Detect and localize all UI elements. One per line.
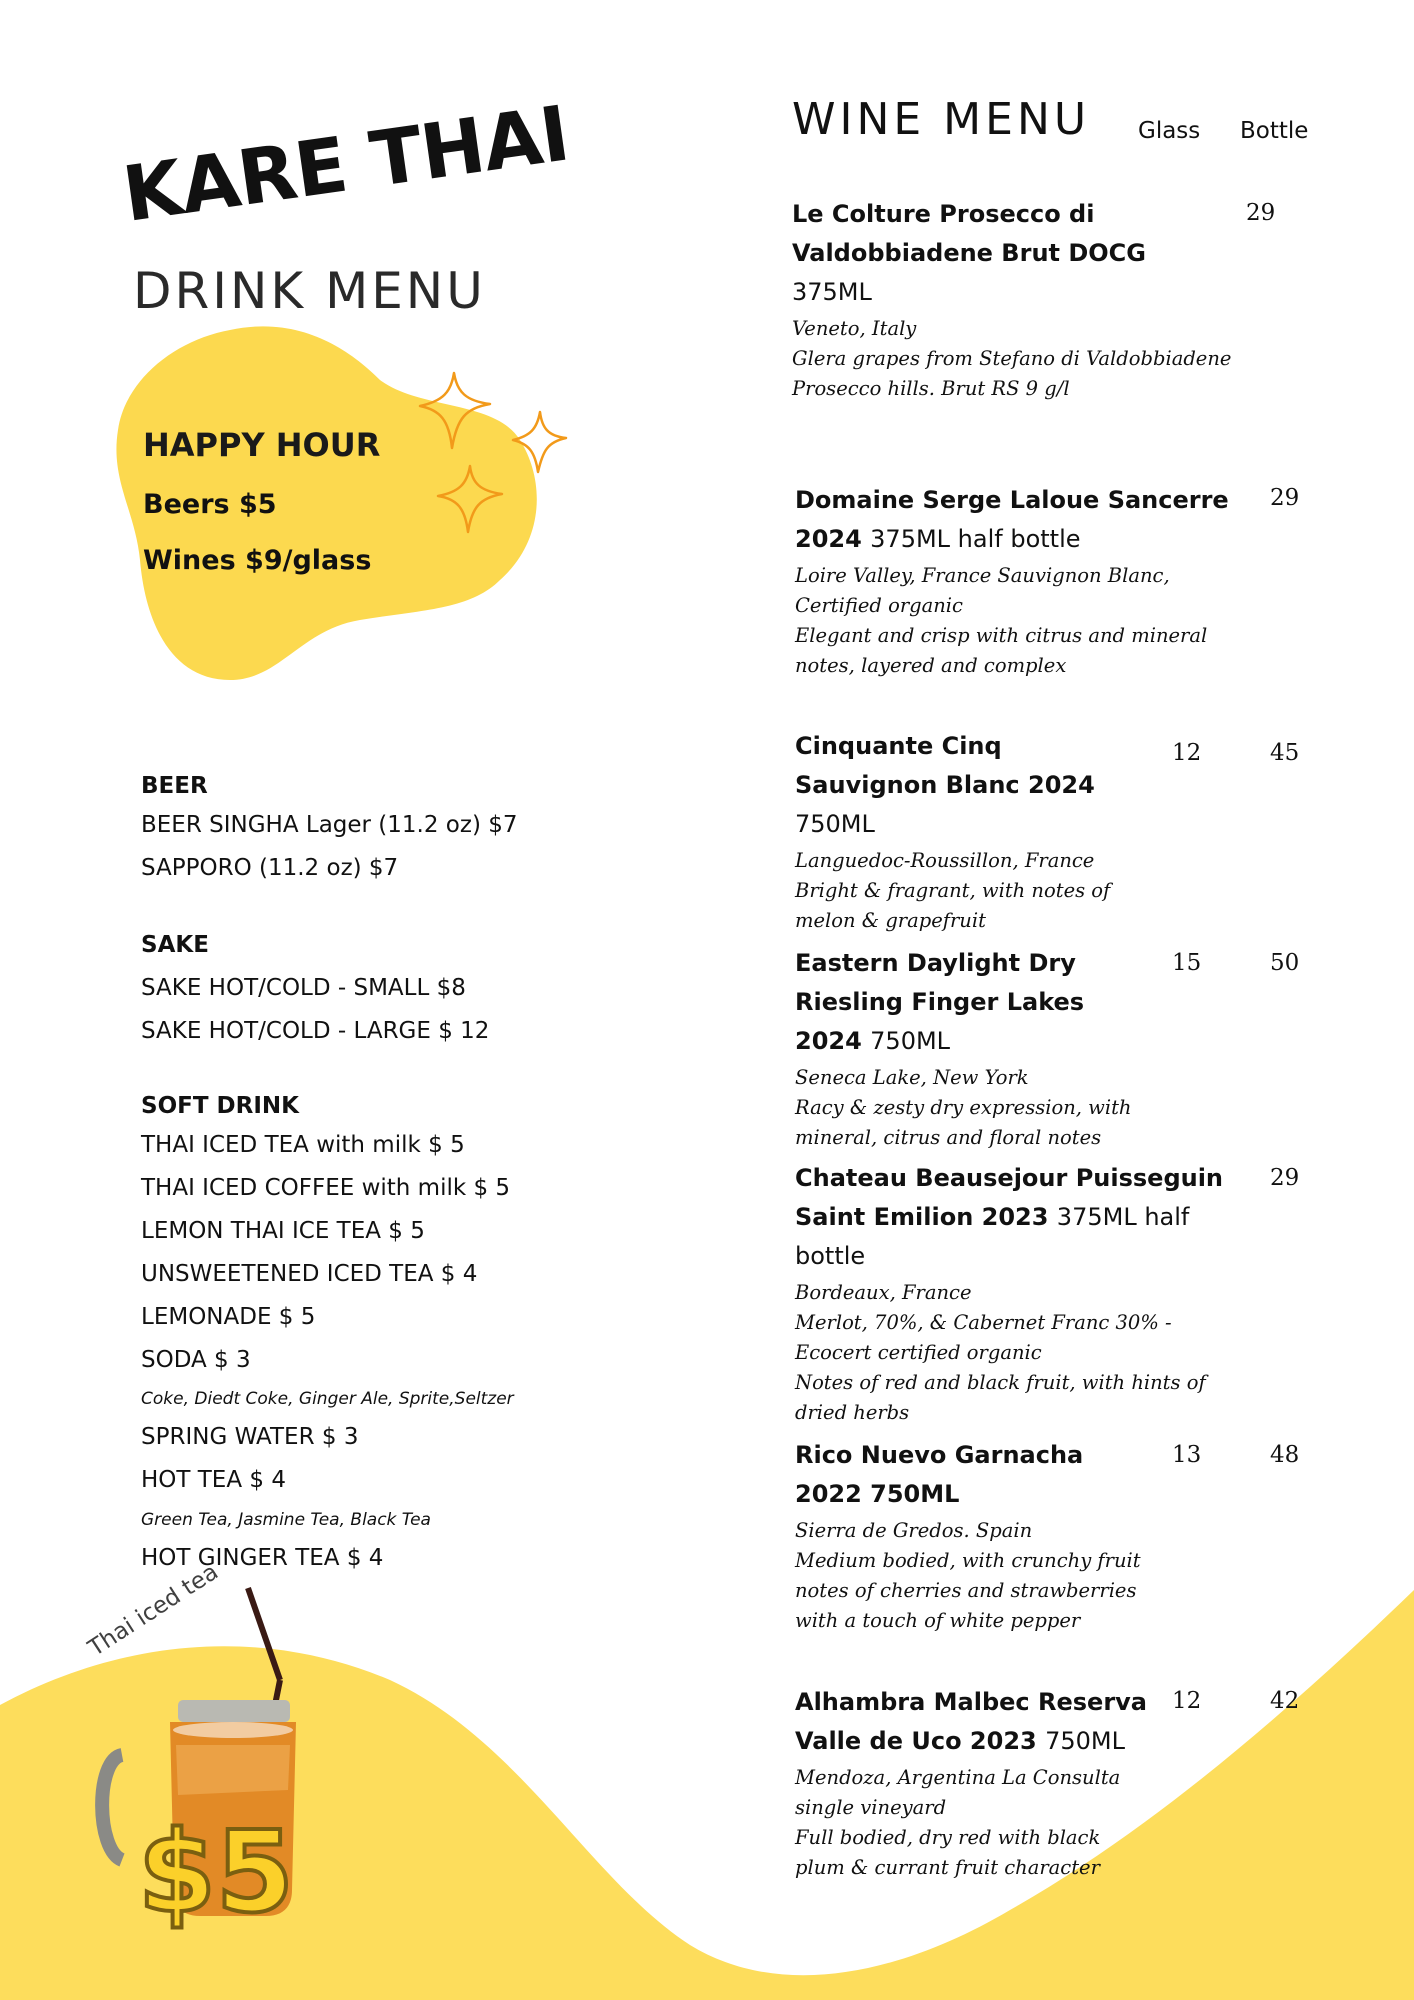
glass-price: 12 [1172, 1688, 1202, 1714]
soft-drink-section-title: SOFT DRINK [141, 1093, 299, 1119]
wine-entry [792, 195, 1232, 404]
glass-price: 12 [1172, 740, 1202, 766]
drink-item: HOT TEA $ 4 [141, 1467, 286, 1493]
bottle-column-header: Bottle [1240, 118, 1309, 144]
drink-item: SPRING WATER $ 3 [141, 1424, 359, 1450]
sake-section-title: SAKE [141, 932, 209, 958]
drink-item: SAKE HOT/COLD - SMALL $8 [141, 975, 466, 1001]
happy-hour-title: HAPPY HOUR [143, 426, 381, 464]
drink-item: LEMON THAI ICE TEA $ 5 [141, 1218, 425, 1244]
drink-item: THAI ICED COFFEE with milk $ 5 [141, 1175, 511, 1201]
wine-description: Veneto, Italy Glera grapes from Stefano di Valdobbiadene Prosecco hills. Brut RS 9 g/l [792, 317, 1232, 400]
wine-name: Le Colture Prosecco di Valdobbiadene Brut DOCG 375ML [792, 200, 1146, 306]
wine-menu-title: WINE MENU [792, 94, 1091, 145]
wine-size: 750ML [795, 810, 875, 838]
wine-entry [795, 481, 1235, 681]
wine-description: Languedoc-Roussillon, France Bright & fragrant, with notes of melon & grapefruit [795, 849, 1111, 932]
bottle-price: 29 [1270, 1165, 1300, 1191]
wine-description: Bordeaux, France Merlot, 70%, & Cabernet Franc 30% - Ecocert certified organic Notes of red and black fruit, with hints of dried herbs [795, 1281, 1206, 1424]
glass-price: 15 [1172, 950, 1202, 976]
happy-hour-item: Wines $9/glass [143, 545, 372, 576]
wine-name: Chateau Beausejour Puisseguin Saint Emilion 2023 375ML half bottle [795, 1164, 1224, 1270]
drink-item: UNSWEETENED ICED TEA $ 4 [141, 1261, 478, 1287]
wine-entry [795, 944, 1145, 1153]
wine-name: Domaine Serge Laloue Sancerre 2024 375ML half bottle [795, 486, 1229, 553]
bottle-price: 45 [1270, 740, 1300, 766]
drink-item: BEER SINGHA Lager (11.2 oz) $7 [141, 812, 518, 838]
bottle-price: 29 [1246, 200, 1276, 226]
drink-note: Coke, Diedt Coke, Ginger Ale, Sprite,Seltzer [141, 1389, 514, 1409]
wine-size: 375ML half bottle [870, 525, 1081, 553]
drink-item: THAI ICED TEA with milk $ 5 [141, 1132, 465, 1158]
bottle-price: 50 [1270, 950, 1300, 976]
wine-entry [795, 1683, 1150, 1883]
wine-entry [795, 1159, 1240, 1428]
drink-item: SAKE HOT/COLD - LARGE $ 12 [141, 1018, 490, 1044]
promo-price: $5 [138, 1808, 294, 1938]
drink-item: HOT GINGER TEA $ 4 [141, 1545, 384, 1571]
promo-label: Thai iced tea [84, 1558, 223, 1662]
wine-size: 375ML half bottle [795, 1203, 1190, 1270]
happy-hour-item: Beers $5 [143, 489, 277, 520]
drink-item: SODA $ 3 [141, 1347, 251, 1373]
beer-section-title: BEER [141, 773, 208, 799]
glass-price: 13 [1172, 1442, 1202, 1468]
glass-column-header: Glass [1138, 118, 1201, 144]
drink-item: LEMONADE $ 5 [141, 1304, 316, 1330]
wine-size: 750ML [1045, 1727, 1125, 1755]
wine-size: 750ML [870, 1027, 951, 1055]
bottle-price: 48 [1270, 1442, 1300, 1468]
wine-name: Cinquante Cinq Sauvignon Blanc 2024 750ML [795, 732, 1095, 838]
drink-item: SAPPORO (11.2 oz) $7 [141, 855, 399, 881]
wine-description: Seneca Lake, New York Racy & zesty dry expression, with mineral, citrus and floral notes [795, 1066, 1132, 1149]
wine-name: Rico Nuevo Garnacha 2022 750ML [795, 1441, 1084, 1508]
wine-description: Mendoza, Argentina La Consulta single vineyard Full bodied, dry red with black plum & currant fruit character [795, 1766, 1121, 1879]
wine-size: 375ML [792, 278, 872, 306]
drink-note: Green Tea, Jasmine Tea, Black Tea [141, 1510, 431, 1530]
wine-description: Loire Valley, France Sauvignon Blanc, Certified organic Elegant and crisp with citrus and mineral notes, layered and complex [795, 564, 1208, 677]
wine-description: Sierra de Gredos. Spain Medium bodied, with crunchy fruit notes of cherries and strawberries with a touch of white pepper [795, 1519, 1141, 1632]
page-subtitle: DRINK MENU [133, 262, 486, 320]
wine-name: Alhambra Malbec Reserva Valle de Uco 2023 750ML [795, 1688, 1147, 1755]
brand-logo: KARE THAI [117, 88, 574, 240]
wine-name: Eastern Daylight Dry Riesling Finger Lakes 2024 750ML [795, 949, 1085, 1055]
bottle-price: 29 [1270, 485, 1300, 511]
bottle-price: 42 [1270, 1688, 1300, 1714]
wine-entry [795, 1436, 1155, 1636]
wine-entry [795, 727, 1125, 936]
